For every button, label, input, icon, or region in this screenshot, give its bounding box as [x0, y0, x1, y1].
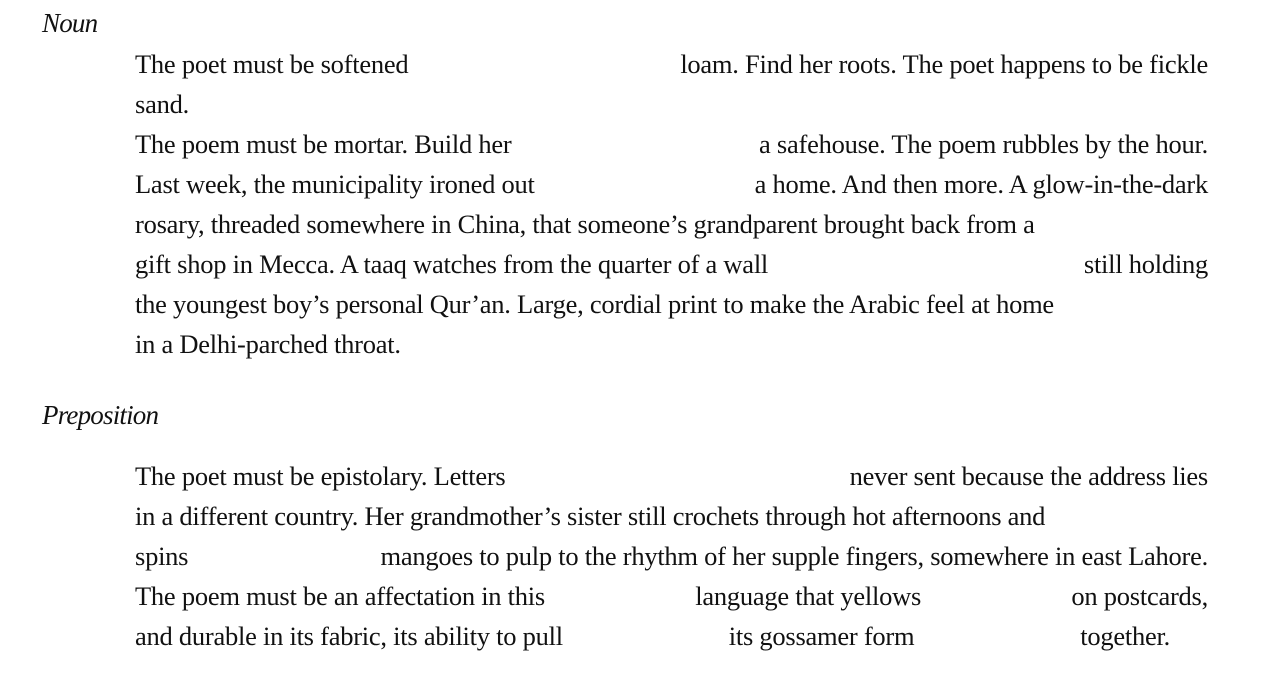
line-fragment: never sent because the address lies [849, 461, 1208, 491]
section-heading-preposition: Preposition [42, 400, 159, 430]
line-fragment: and durable in its fabric, its ability to pull [135, 621, 563, 651]
line-fragment: sand. [135, 89, 189, 119]
line-fragment: The poem must be mortar. Build her [135, 129, 512, 159]
poem-line [135, 124, 1208, 164]
poem-line [135, 616, 1170, 656]
line-fragment: Last week, the municipality ironed out [135, 169, 535, 199]
line-fragment: the youngest boy’s personal Qur’an. Large, cordial print to make the Arabic feel at home [135, 289, 1054, 319]
poem-line [135, 456, 1208, 496]
section-heading-noun: Noun [42, 8, 98, 38]
line-fragment: language that yellows [695, 581, 922, 611]
line-fragment: its gossamer form [728, 621, 915, 651]
line-fragment: The poet must be epistolary. Letters [135, 461, 506, 491]
line-fragment: The poem must be an affectation in this [135, 581, 545, 611]
line-fragment: in a Delhi-parched throat. [135, 329, 401, 359]
line-fragment: rosary, threaded somewhere in China, that someone’s grandparent brought back from a [135, 209, 1035, 239]
poem-line [135, 284, 1208, 324]
poem-line [135, 244, 1208, 284]
stanza-noun [135, 44, 1208, 364]
poem-line [135, 496, 1208, 536]
line-fragment: mangoes to pulp to the rhythm of her supple fingers, somewhere in east Lahore. [380, 541, 1208, 571]
line-fragment: a safehouse. The poem rubbles by the hour. [759, 129, 1208, 159]
line-fragment: on postcards, [1071, 581, 1208, 611]
poem-line [135, 44, 1208, 84]
line-fragment: together. [1080, 621, 1170, 651]
poem-line [135, 324, 1208, 364]
poem-line [135, 84, 1208, 124]
line-fragment: in a different country. Her grandmother’s sister still crochets through hot afternoons and [135, 501, 1046, 531]
poem-line [135, 204, 1208, 244]
poem-line [135, 536, 1208, 576]
line-fragment: spins [135, 541, 189, 571]
line-fragment: The poet must be softened [135, 49, 409, 79]
stanza-preposition [135, 456, 1208, 656]
line-fragment: gift shop in Mecca. A taaq watches from the quarter of a wall [135, 249, 769, 279]
line-fragment: still holding [1083, 249, 1208, 279]
poem-line [135, 164, 1208, 204]
line-fragment: a home. And then more. A glow-in-the-dark [754, 169, 1208, 199]
poem-line [135, 576, 1208, 616]
line-fragment: loam. Find her roots. The poet happens to be fickle [680, 49, 1208, 79]
